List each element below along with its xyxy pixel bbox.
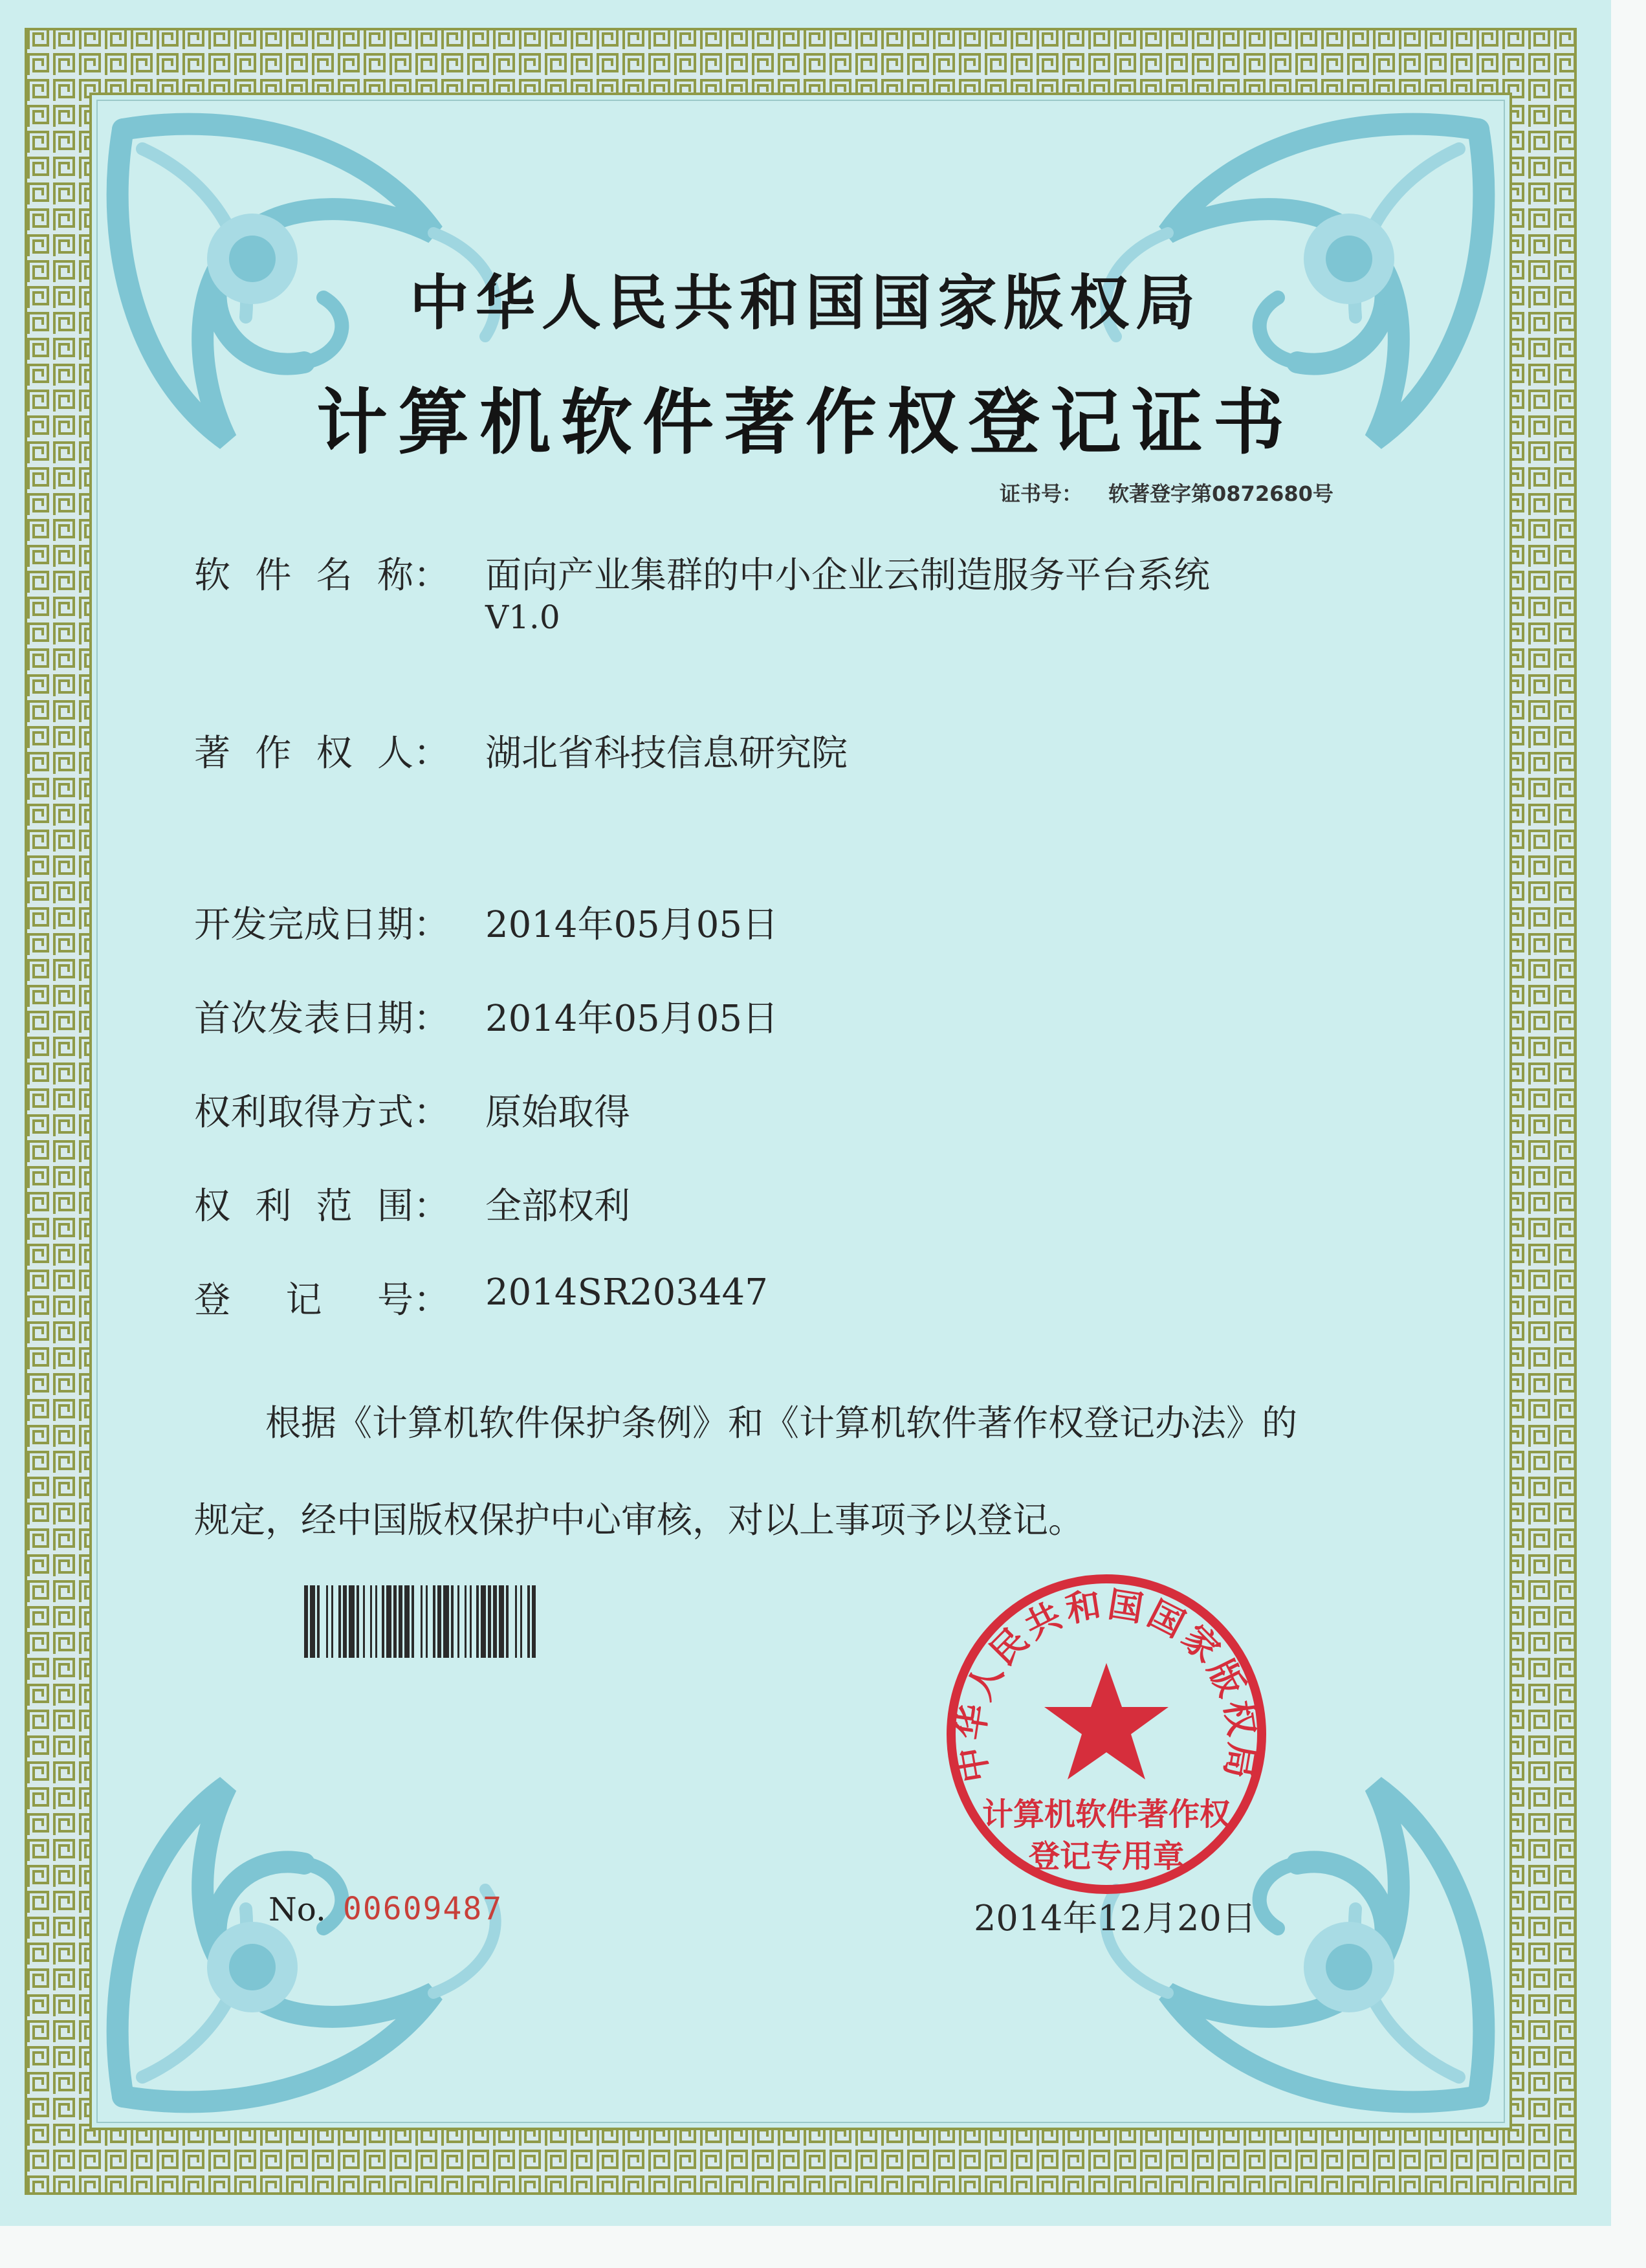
paragraph-line-1: 根据《计算机软件保护条例》和《计算机软件著作权登记办法》的 <box>265 1402 1298 1444</box>
field-label-char: 开 <box>194 904 230 946</box>
barcode-bar <box>412 1585 414 1658</box>
field-colon: ： <box>413 998 450 1040</box>
field-label-char: 件 <box>255 555 292 597</box>
field-label-char: 得 <box>303 1092 340 1134</box>
barcode-bar <box>499 1585 504 1658</box>
field-label-char: 次 <box>230 998 267 1040</box>
barcode-bar <box>451 1585 454 1658</box>
field-label-char: 表 <box>303 998 340 1040</box>
barcode-bar <box>349 1585 355 1658</box>
barcode-bar <box>493 1585 497 1658</box>
field-label-char: 人 <box>377 732 413 775</box>
field-label-char: 围 <box>377 1185 413 1228</box>
field-value-6: 2014SR203447 <box>485 1272 768 1314</box>
barcode-bar <box>532 1585 536 1658</box>
field-label-char: 期 <box>377 904 413 946</box>
barcode-bar <box>331 1585 333 1658</box>
barcode-bar <box>515 1585 517 1658</box>
barcode-bar <box>433 1585 435 1658</box>
barcode-bar <box>310 1585 315 1658</box>
barcode-bar <box>488 1585 491 1658</box>
field-value-5: 全部权利 <box>485 1185 630 1228</box>
field-label-char: 作 <box>255 732 292 775</box>
field-label-char: 权 <box>194 1185 230 1228</box>
field-label-char: 发 <box>267 998 304 1040</box>
barcode-bar <box>375 1585 377 1658</box>
field-label-char: 方 <box>340 1092 377 1134</box>
field-label-3 <box>194 990 450 1042</box>
field-value-0-line2: V1.0 <box>485 599 560 636</box>
barcode-bar <box>421 1585 422 1658</box>
barcode-bar <box>527 1585 530 1658</box>
barcode-bar <box>470 1585 472 1658</box>
barcode-bar <box>520 1585 522 1658</box>
barcode-bar <box>370 1585 372 1658</box>
field-label-4 <box>194 1084 450 1136</box>
barcode-bar <box>399 1585 402 1658</box>
barcode-bar <box>443 1585 449 1658</box>
issue-date: 2014年12月20日 <box>974 1898 1256 1939</box>
field-label-5 <box>194 1178 450 1229</box>
barcode-bar <box>506 1585 509 1658</box>
seal-inner-line-2: 登记专用章 <box>1028 1838 1184 1875</box>
barcode-bar <box>382 1585 384 1658</box>
barcode <box>304 1585 537 1658</box>
field-value-1: 湖北省科技信息研究院 <box>485 732 848 775</box>
field-value-3: 2014年05月05日 <box>485 998 779 1040</box>
field-label-char: 期 <box>377 998 413 1040</box>
barcode-bar <box>437 1585 441 1658</box>
barcode-bar <box>343 1585 347 1658</box>
field-label-char: 号 <box>377 1279 413 1321</box>
field-label-char: 著 <box>194 732 230 775</box>
field-label-char: 完 <box>267 904 304 946</box>
field-label-char: 利 <box>230 1092 267 1134</box>
issuing-authority: 中华人民共和国国家版权局 <box>409 269 1202 338</box>
certificate-title: 计算机软件著作权登记证书 <box>316 381 1295 464</box>
barcode-bar <box>363 1585 365 1658</box>
serial-label: No. <box>269 1891 326 1928</box>
field-label-char: 称 <box>377 555 413 597</box>
field-value-4: 原始取得 <box>485 1092 630 1134</box>
barcode-bar <box>404 1585 410 1658</box>
barcode-bar <box>338 1585 341 1658</box>
barcode-bar <box>476 1585 479 1658</box>
seal-star <box>1044 1663 1169 1779</box>
field-label-1 <box>194 725 450 776</box>
field-colon: ： <box>413 1185 450 1228</box>
field-label-char: 日 <box>340 904 377 946</box>
field-label-char: 发 <box>230 904 267 946</box>
barcode-bar <box>386 1585 391 1658</box>
field-value-0: 面向产业集群的中小企业云制造服务平台系统 <box>485 555 1210 597</box>
barcode-bar <box>317 1585 320 1658</box>
field-label-char: 利 <box>255 1185 292 1228</box>
barcode-bar <box>426 1585 428 1658</box>
barcode-bar <box>357 1585 359 1658</box>
field-colon: ： <box>413 904 450 946</box>
field-colon: ： <box>413 1092 450 1134</box>
paragraph-line-2: 规定，经中国版权保护中心审核，对以上事项予以登记。 <box>194 1499 1084 1541</box>
field-label-char: 软 <box>194 555 230 597</box>
certificate-number-label: 证书号： <box>1000 481 1083 506</box>
seal-inner-line-1: 计算机软件著作权 <box>982 1796 1231 1833</box>
field-label-6 <box>194 1272 450 1323</box>
field-label-char: 成 <box>303 904 340 946</box>
certificate-number-value: 软著登字第0872680号 <box>1108 481 1333 506</box>
field-label-char: 记 <box>285 1279 322 1321</box>
field-label-char: 日 <box>340 998 377 1040</box>
barcode-bar <box>393 1585 397 1658</box>
field-label-char: 取 <box>267 1092 304 1134</box>
field-colon: ： <box>413 732 450 775</box>
seal-ring-text: 中华人民共和国国家版权局 <box>950 1583 1263 1785</box>
serial-number: 00609487 <box>343 1891 503 1927</box>
field-label-char: 首 <box>194 998 230 1040</box>
field-label-2 <box>194 896 450 948</box>
certificate-number <box>1000 478 1333 507</box>
field-label-char: 权 <box>194 1092 230 1134</box>
field-label-char: 权 <box>316 732 353 775</box>
barcode-bar <box>465 1585 466 1658</box>
field-value-2: 2014年05月05日 <box>485 904 779 946</box>
field-label-0 <box>194 547 450 599</box>
field-label-char: 范 <box>316 1185 353 1228</box>
barcode-bar <box>457 1585 459 1658</box>
field-colon: ： <box>413 555 450 597</box>
barcode-bar <box>326 1585 328 1658</box>
barcode-bar <box>304 1585 308 1658</box>
field-label-char: 名 <box>316 555 353 597</box>
field-label-char: 登 <box>194 1279 230 1321</box>
barcode-bar <box>481 1585 486 1658</box>
field-colon: ： <box>413 1279 450 1321</box>
field-label-char: 式 <box>377 1092 413 1134</box>
